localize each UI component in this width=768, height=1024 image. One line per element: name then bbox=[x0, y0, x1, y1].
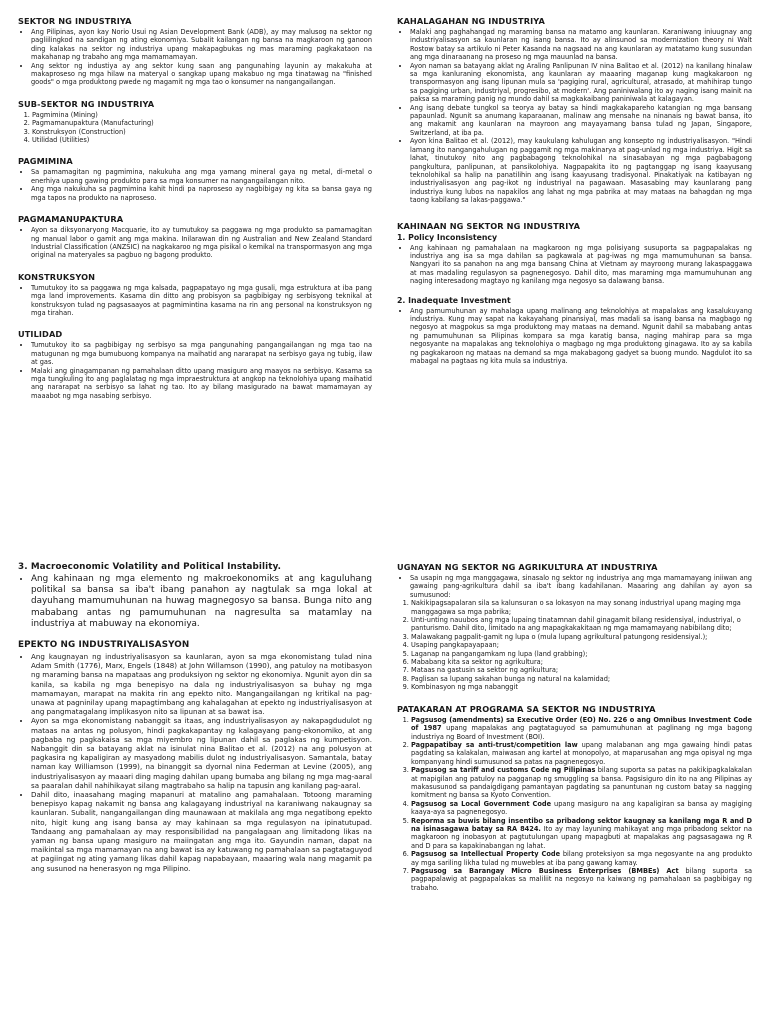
section-heading: KONSTRUKSYON bbox=[18, 271, 96, 282]
section-heading: UTILIDAD bbox=[18, 329, 63, 340]
bullet-list bbox=[18, 226, 372, 260]
section-heading: PATAKARAN AT PROGRAMA SA SEKTOR NG INDUSTRIYA bbox=[397, 703, 656, 714]
list-item bbox=[411, 867, 752, 892]
policy-text: upang mapalakas ang pagtataguyod sa pamumuhunan at paglinang ng mga bagong industriya ng Board of Investment (BOI). bbox=[411, 724, 752, 741]
numbered-list bbox=[397, 716, 752, 893]
bullet-list bbox=[18, 168, 372, 202]
list-item: 6. Mababang kita sa sektor ng agrikultura; bbox=[411, 658, 752, 666]
section-heading: PAGMAMANUPAKTURA bbox=[18, 214, 124, 225]
policy-title: Pagsusog sa Intellectual Property Code bbox=[411, 850, 561, 859]
bottom-right-column bbox=[397, 562, 752, 892]
bullet-list bbox=[18, 341, 372, 400]
sektor-section bbox=[18, 16, 372, 87]
list-item: • Ayon sa diksyonaryong Macquarie, ito ay tumutukoy sa paggawa ng mga produkto sa pamamagitan ng manual labor o gamit ang mga makina. Inilarawan din ng Australian and New Zealand Standard Industrial Classification (ANZSIC) na nagkakaroo ng mga pisikal o kemikal na transpormasyon ang mga original na materyales sa pagbuo ng bagong produkto. bbox=[31, 226, 372, 260]
list-item: • Ang kaugnayan ng industriyalisasyon sa kaunlaran, ayon sa mga ekonomistang tulad nina Adam Smith (1776), Marx, Engels (1848) at John Willamson (1990), ang patuloy na motibasyon ng maraming bansa na mapataas ang produksiyon ng sektor ng ekonomiya. Ngunit ayon din sa kanila, sa kabila ng mga benepisyo na dala ng industriyalisasyon sa buhay ng mga mamamayan, marapat na makita rin ang epekto nito. Mangangailangan ng kritikal na pag-unawa at pagninilay upang mapagtimbang ang kahalagahan at epekto ng industriyalisasyon at ang pangmatagalang implikasyon nito sa lipunan at sa bawat isa. bbox=[31, 652, 372, 716]
list-item: • Ang Pilipinas, ayon kay Norio Usui ng Asian Development Bank (ADB), ay may malusog na sektor ng pagliilingkod na sandigan ng ating ekonomiya. Subalit kailangan ng bansa na magkaroon ng ganoon ding kalakas na sektor ng industriya upang makapagbukas ng mas maraming pagkakataon na makahanap ng trabaho ang mga mamamamayan. bbox=[31, 28, 372, 62]
list-item: 4. Usaping pangkapayapaan; bbox=[411, 641, 752, 649]
list-item: • Malaki ang paghahangad ng maraming bansa na matamo ang kaunlaran. Karaniwang iniuugnay ang industriyalisasyon sa kaunlaran ng isang bansa. Ito ay alinsunod sa modernization theory ni Walt Rostow batay sa artikulo ni Peter Kasanda na nagsaad na ang kaunlaran ay matatamo kung susundan ang mga dinaraanang na proseso ng mga mauunlad na bansa. bbox=[410, 28, 752, 62]
bullet-list bbox=[18, 574, 372, 630]
konstruksyon-section bbox=[18, 272, 372, 318]
policy-text: bilang suporta sa patas na pakikipagkalakalan at mapigilan ang patuloy na pagganap ng smuggling sa bansa. Pagsisiguro din ito na ang Pilipinas ay makasusunod sa pandaigdigang pamantayan pagdating sa panuntunan ng custom batay sa nagging komitment ng bansa sa Kyoto Convention. bbox=[411, 766, 752, 800]
list-item: • Ayon naman sa batayang aklat ng Araling Panlipunan IV nina Balitao et al. (2012) na kanilang hinalaw sa mga kanluraning ekonomista, ang kaunlaran ay maaaring maganap kung magkakaroon ng transpormasyon ang isang lipunan mula sa 'pagiging rural, agricultural, atrasado, at mahihirap tungo sa pagiging urban, industriyal, progresibo, at modern'. Ang paniniwalang ito ay naging isang mainit na paksa sa maraming panig ng mundo dahil sa magkakaibang paniniwala at kalagayan. bbox=[410, 62, 752, 104]
bullet-list bbox=[18, 28, 372, 87]
list-item: • Sa usapin ng mga manggagawa, sinasalo ng sektor ng industriya ang mga mamamayang iniiwan ang gawaing pang-agrikultura dahil sa iba't ibang kadahilanan. Maaaring ang dahilan ay ayon sa sumusunod: bbox=[410, 574, 752, 599]
list-item: 3. Konstruksyon (Construction) bbox=[32, 128, 372, 136]
list-item: • Tumutukoy ito sa pagbibigay ng serbisyo sa mga pangunahing pangangailangan ng mga tao na matugunan ng mga bumubuong kompanya na maihatid ang nararapat na serbisyo gaya ng tubig, ilaw at gas. bbox=[31, 341, 372, 366]
policy-text: Ito ay may layuning mahikayat ang mga pribadong sektor na magkaroon ng inobasyon at pagtutulungan upang mapagbuti at mapalakas ang pagsasagawa ng R and D para sa kapakinabangan ng lahat. bbox=[411, 824, 752, 850]
patakaran-section bbox=[397, 704, 752, 893]
list-item bbox=[411, 850, 752, 867]
policy-title: Pagpapatibay sa anti-trust/competition law bbox=[411, 740, 578, 749]
section-heading: SEKTOR NG INDUSTRIYA bbox=[18, 16, 132, 26]
kahinaan-section bbox=[397, 221, 752, 366]
list-item: 3. Malawakang pagpalit-gamit ng lupa o (mula lupang agrikultural patungong residensiyal.); bbox=[411, 633, 752, 641]
ugnayan-section bbox=[397, 562, 752, 692]
list-item bbox=[411, 817, 752, 851]
list-item: 1. Pagmimina (Mining) bbox=[32, 111, 372, 119]
policy-text: upang masiguro na ang kapaligiran sa bansa ay magiging kaaya-aya sa pagnenegosyo. bbox=[411, 799, 752, 817]
list-item bbox=[411, 716, 752, 741]
list-item: 4. Utilidad (Utilities) bbox=[32, 136, 372, 144]
policy-title: Reporma sa buwis bilang insentibo sa pribadong sektor kaugnay sa kanilang mga R and D na isinasagawa batay sa RA 8424. bbox=[411, 816, 752, 833]
bullet-list bbox=[397, 244, 752, 286]
list-item: • Ayon kina Balitao et al. (2012), may kaukulang kahulugan ang konsepto ng industriyalisasyon. "Hindi lamang ito nangangahulugan ng paggamit ng mga makinarya at pag-unlad ng mga industriya. Higit sa lahat, tinutukoy nito ang pagbabagong teknolohikal na sinasabayan ng mga pagbabagong pangkultura, panlipunan, at pansikolohiya. Nagpapakita ito ng pagtanggap ng isang kaayusang teknolohikal sa halip na panatilihin ang isang kaayusang tradisyonal. Pinakatiyak na katibayan ng industriyalisasyon ang pag-ikot ng industriyal na pagawaan. Masasabing may kaunlarang pang industriya kung lubos na napakilos ang lahat ng mga pabrika at may mataas na bahagdan ng mga taong kabilang sa lakas-paggawa." bbox=[410, 137, 752, 204]
section-heading: KAHINAAN NG SEKTOR NG INDUSTRIYA bbox=[397, 220, 581, 231]
macro-section bbox=[18, 562, 372, 630]
epekto-section bbox=[18, 640, 372, 873]
kahalagahan-section bbox=[397, 16, 752, 205]
numbered-list bbox=[18, 111, 372, 145]
section-heading: UGNAYAN NG SEKTOR NG AGRIKULTURA AT INDUSTRIYA bbox=[397, 562, 658, 572]
list-item bbox=[411, 741, 752, 766]
policy-title: Pagsusog sa tariff and customs Code ng Pilipinas bbox=[411, 766, 596, 775]
list-item: 7. Mataas na gastusin sa sektor ng agrikultura; bbox=[411, 666, 752, 674]
pagmimina-section bbox=[18, 156, 372, 202]
policy-text: bilang suporta sa pagpapalawig at pagpapalakas sa maliliit na negosyo na kaiwang ng pamahalaan sa pagbibigay ng trabaho. bbox=[411, 867, 752, 892]
list-item: • Ang kahinaan ng mga elemento ng makroekonomiks at ang kaguluhang politikal sa bansa sa iba't ibang panahon ay nagtulak sa mga lokal at dayuhang mamumuhunan na huwag magnegosyo sa bansa. Bunga nito ang mababang antas ng pamumuhunan na nagresulta sa matamlay na industriya at mabuway na ekonomiya. bbox=[31, 574, 372, 630]
pagmamanupaktura-section bbox=[18, 214, 372, 260]
list-item: • Ang pamumuhunan ay mahalaga upang malinang ang teknolohiya at mapalakas ang kasalukuyang industriya. Kung may sapat na kakayahang pinansiyal, mas madali sa isang bansa na magbago ng negosyo at magpokus sa mga produktong may mataas na demand. Ngunit dahil sa mababang antas ng pamumuhunan sa Pilipinas kompara sa mga karatig bansa, naging mahirap para sa mga negosyante na mapalakas ang teknolohiya o magbago ng mga produktong ginagawa. Ito ay sa kabila ng pagkakaroon ng mataas na demand sa mga makabagong gadyet sa buong mundo. Nagdulot ito sa mabagal na pagtaas ng kita mula sa industriya. bbox=[410, 307, 752, 366]
bottom-left-column bbox=[18, 562, 372, 873]
list-item: 5. Laganap na pangangamkam ng lupa (land grabbing); bbox=[411, 650, 752, 658]
top-left-column bbox=[18, 16, 372, 400]
subheading-investment: 2. Inadequate Investment bbox=[397, 295, 511, 305]
policy-title: Pagsusog sa Local Government Code bbox=[411, 799, 552, 808]
list-item: • Sa pamamagitan ng pagmimina, nakukuha ang mga yamang mineral gaya ng metal, di-metal o enerhiya upang gawing produkto para sa mga konsumer na nangangailangan nito. bbox=[31, 168, 372, 185]
policy-text: bilang proteksiyon sa mga negosyante na ang produkto ay mga sariling likha tulad ng muwebles at iba pang gawang kamay. bbox=[411, 850, 752, 867]
list-item: 8. Paglisan sa lupang sakahan bunga ng natural na kalamidad; bbox=[411, 675, 752, 683]
section-heading: SUB-SEKTOR NG INDUSTRIYA bbox=[18, 98, 155, 109]
list-item: • Ang kahinaan ng pamahalaan na magkaroon ng mga polisiyang susuporta sa pagpapalakas ng industriya ang isa sa mga dahilan sa pagkawala at pag-iwas ng mga mamumuhunan sa bansa. Nangyari ito sa panahon na ang mga bansang China at Vietnam ay mayroong murang lakaspaggawa at mas madaling regulasyon sa pagnenegosyo. Dahil dito, mas maraming mga mamumuhunan ang naging interesadong magtayo ng kanilang mga negosyo sa dalawang bansa. bbox=[410, 244, 752, 286]
bullet-list bbox=[397, 307, 752, 366]
subsektor-section bbox=[18, 99, 372, 145]
list-item: 2. Unti-unting nauubos ang mga lupaing tinatamnan dahil ginagamit bilang residensiyal, industriyal, o panturismo. Dahil dito, limitado na ang mapagkakakitaan ng mga mamamayang nabibilang dito; bbox=[411, 616, 752, 633]
section-heading: 3. Macroeconomic Volatility and Political Instability. bbox=[18, 562, 282, 572]
section-heading: EPEKTO NG INDUSTRIYALISASYON bbox=[18, 640, 190, 651]
list-item: • Malaki ang ginagampanan ng pamahalaan ditto upang masiguro ang maayos na serbisyo. Kasama sa mga tungkuling ito ang paglalatag ng mga impraestruktura at angkop na teknolohiya upang maihatid ang nararapat na serbisyo sa lahat ng tao. Ito ay bilang masigurado na bawat mamamayan ay maaabot ng mga nasabing serbisyo. bbox=[31, 367, 372, 401]
list-item: 9. Kombinasyon ng mga nabanggit bbox=[411, 683, 752, 691]
list-item bbox=[411, 800, 752, 817]
bullet-list bbox=[18, 284, 372, 318]
list-item: 2. Pagmamanupaktura (Manufacturing) bbox=[32, 119, 372, 127]
numbered-list bbox=[397, 599, 752, 691]
list-item: • Ang sektor ng industiya ay ang sektor kung saan ang pangunahing layunin ay makakuha at makaproseso ng mga hilaw na materyal o sangkap upang makabuo ng mga tinatawag na "finished goods" o mga produktong pwede ng magamit ng mga tao o konsumer na nangangailangan. bbox=[31, 62, 372, 87]
bullet-list bbox=[397, 28, 752, 205]
list-item: • Tumutukoy ito sa paggawa ng mga kalsada, pagpapatayo ng mga gusali, mga estruktura at iba pang mga land improvements. Kasama din ditto ang probisyon sa pagbibigay ng serbisyong teknikal at konstruksyon tulad ng pagsasaayos at pagmimintina kasama na rin ang personal na konstruksyon ng mga tirahan. bbox=[31, 284, 372, 318]
list-item: • Ang mga nakukuha sa pagmimina kahit hindi pa naproseso ay nagbibigay ng kita sa bansa gaya ng mga tapos na produkto na naproseso. bbox=[31, 185, 372, 202]
section-heading: KAHALAGAHAN NG INDUSTRIYA bbox=[397, 16, 545, 26]
section-heading: PAGMIMINA bbox=[18, 156, 73, 167]
policy-title: Pagsusog (amendments) sa Executive Order (EO) No. 226 o ang Omnibus Investment Code of 1987 bbox=[411, 715, 752, 733]
utilidad-section bbox=[18, 329, 372, 400]
list-item: • Ayon sa mga ekonomistang nabanggit sa itaas, ang industriyalisasyon ay nakapagdudulot ng mataas na antas ng polusyon, hindi pagkakapantay ng kalagayang pang-ekonomiko, at ang pagbaba ng pagkakaisa sa mga miyembro ng lipunan dahil sa paglakas ng kumpetisyon. Nabanggit din sa batayang aklat na isinulat nina Balitao et al. (2012) na ang polusyon at pagkasira ng kapaligiran ay masyadong mabilis dulot ng industriyalisasyon. Samantala, batay naman kay Williamson (1999), na binanggit sa dyornal nina Federman at Levine (2005), ang industriyalisasyon ay maaari ding maging dahilan upang bumaba ang bilang ng mga mag-aaral sa paaralan dahil nahihikayat silang magtrabaho sa halip na tapusin ang kanilang pag-aaral. bbox=[31, 716, 372, 790]
policy-title: Pagsusog sa Barangay Micro Business Enterprises (BMBEs) Act bbox=[411, 867, 679, 875]
top-right-column bbox=[397, 16, 752, 365]
policy-text: upang malabanan ang mga gawaing hindi patas pagdating sa kalakalan, maiwasan ang kartel at monopolyo, at maparusahan ang mga opisyal ng mga kompanyang hindi sumusunod sa patas na pagnenegosyo. bbox=[411, 740, 752, 766]
subheading-policy: 1. Policy Inconsistency bbox=[397, 232, 498, 242]
bullet-list bbox=[18, 652, 372, 873]
list-item: • Ang isang debate tungkol sa teorya ay batay sa hindi magkakapareho katangian ng mga bansang papaunlad. Ngunit sa anumang kaparaanan, malinaw ang mensahe na ninanais ng bawat bansa, ito ang makamit ang kaunlaran na mayroon ang mayayamang bansa tulad ng Japan, Singapore, Switzerland, at iba pa. bbox=[410, 104, 752, 138]
list-item: 1. Nakikipagsapalaran sila sa kalunsuran o sa lokasyon na may sonang industriyal upang maging mga manggagawa sa mga pabrika; bbox=[411, 599, 752, 616]
list-item: • Dahil dito, inaasahang maging mapanuri at matalino ang pamahalaan. Totoong maraming benepisyo kapag nakamit ng bansa ang kalagayang industriyal na karaniwang nakaugnay sa kaunlaran. Subalit, nangangailangan ding maunawaan at makilala ang mga negatibong epekto nito, higit kung ang isang bansa ay may kahinaan sa mga regulasyon na ipinatutupad. Tandaang ang pamahalaan ay may responsibilidad na pangalagaan ang limitadong likas na yaman ng bansa upang masiguro na maiingatan ang mga ito. Gayundin naman, dapat na maikintal sa mga mamamayan na ang bawat isa ay katuwang ng pamahalaan sa pagtataguyod at pagiingat ng ating yamang likas dahil kapag napabayaan, maaaring wala nang magamit pa ang susunod na henerasyon ng mga Pilipino. bbox=[31, 790, 372, 873]
bullet-list bbox=[397, 574, 752, 599]
list-item bbox=[411, 766, 752, 800]
